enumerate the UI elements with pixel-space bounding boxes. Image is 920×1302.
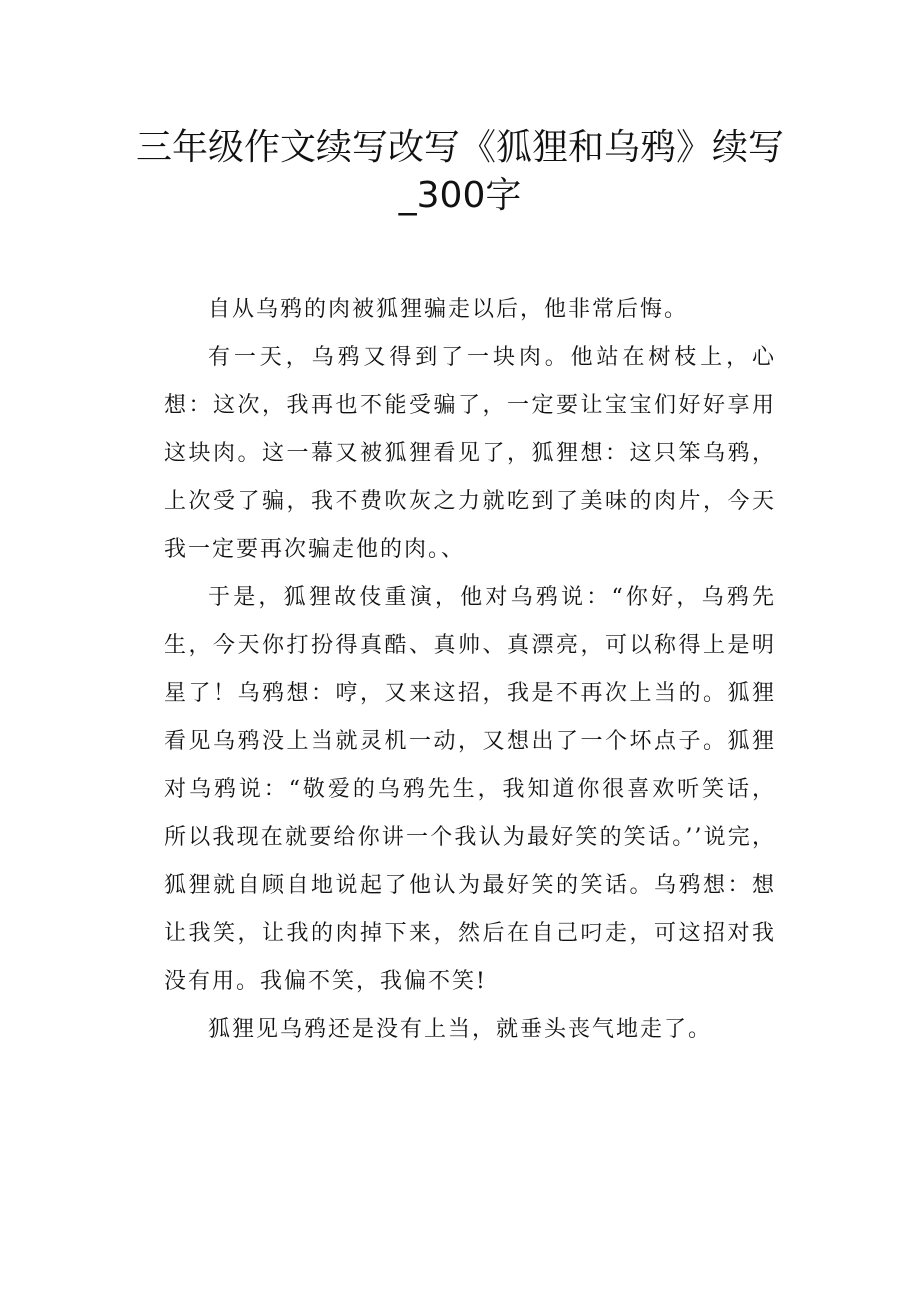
paragraph-1: 自从乌鸦的肉被狐狸骗走以后，他非常后悔。 — [208, 297, 689, 322]
paragraph-4: 狐狸见乌鸦还是没有上当，就垂头丧气地走了。 — [208, 1017, 713, 1042]
paragraph-2: 有一天，乌鸦又得到了一块肉。他站在树枝上，心想：这次，我再也不能受骗了，一定要让宝宝们好好享用这块肉。这一幕又被狐狸看见了，狐狸想：这只笨乌鸦，上次受了骗，我不费吹灰之力就吃到了美味的肉片，今天我一定要再次骗走他的肉。、 — [164, 345, 776, 562]
document-title: 三年级作文续写改写《狐狸和乌鸦》续写_300字 — [135, 127, 784, 216]
paragraph-3: 于是，狐狸故伎重演，他对乌鸦说：“你好，乌鸦先生，今天你打扮得真酷、真帅、真漂亮，可以称得上是明星了！乌鸦想：哼，又来这招，我是不再次上当的。狐狸看见乌鸦没上当就灵机一动，又想出了一个坏点子。狐狸对乌鸦说：“敬爱的乌鸦先生，我知道你很喜欢听笑话，所以我现在就要给你讲一个我认为最好笑的笑话。’’说完，狐狸就自顾自地说起了他认为最好笑的笑话。乌鸦想：想让我笑，让我的肉掉下来，然后在自己叼走，可这招对我没有用。我偏不笑，我偏不笑! — [164, 585, 776, 994]
document-body — [164, 286, 776, 1054]
